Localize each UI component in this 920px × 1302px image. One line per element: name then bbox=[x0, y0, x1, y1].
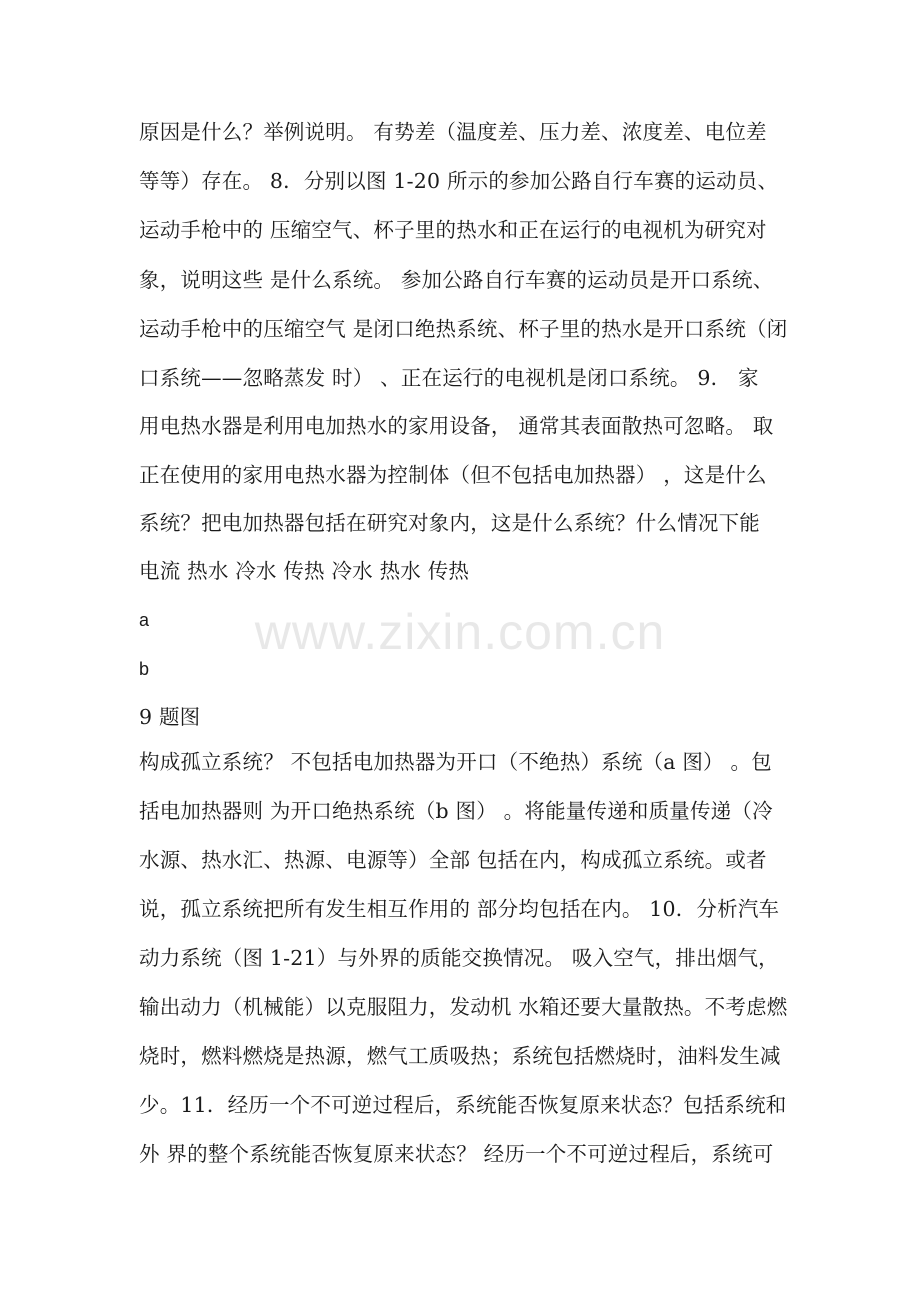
text-line-15: 输出动力（机械能）以克服阻力，发动机 水箱还要大量散热。不考虑燃 bbox=[139, 995, 788, 1019]
figure-caption: 9 题图 bbox=[139, 705, 201, 729]
text-line-12: 水源、热水汇、热源、电源等）全部 包括在内，构成孤立系统。或者 bbox=[139, 848, 767, 872]
text-line-7: 用电热水器是利用电加热水的家用设备， 通常其表面散热可忽略。 取 bbox=[139, 414, 774, 438]
figure-labels: 电流 热水 冷水 传热 冷水 热水 传热 bbox=[139, 559, 470, 583]
text-line-5: 运动手枪中的压缩空气 是闭口绝热系统、杯子里的热水是开口系统（闭 bbox=[139, 317, 788, 341]
text-line-2: 等等）存在。 8．分别以图 1-20 所示的参加公路自行车赛的运动员、 bbox=[139, 169, 779, 193]
text-line-17: 少。11．经历一个不可逆过程后，系统能否恢复原来状态？包括系统和 bbox=[139, 1093, 787, 1117]
text-line-11: 括电加热器则 为开口绝热系统（b 图） 。将能量传递和质量传递（冷 bbox=[139, 799, 773, 823]
text-line-9: 系统？把电加热器包括在研究对象内，这是什么系统？什么情况下能 bbox=[139, 511, 760, 535]
text-line-3: 运动手枪中的 压缩空气、杯子里的热水和正在运行的电视机为研究对 bbox=[139, 218, 767, 242]
text-line-14: 动力系统（图 1-21）与外界的质能交换情况。 吸入空气，排出烟气， bbox=[139, 946, 779, 970]
text-line-13: 说，孤立系统把所有发生相互作用的 部分均包括在内。 10．分析汽车 bbox=[139, 897, 780, 921]
text-line-6: 口系统——忽略蒸发 时） 、正在运行的电视机是闭口系统。 9． 家 bbox=[139, 366, 759, 390]
text-line-1: 原因是什么？举例说明。 有势差（温度差、压力差、浓度差、电位差 bbox=[139, 120, 767, 144]
text-line-18: 外 界的整个系统能否恢复原来状态？ 经历一个不可逆过程后，系统可 bbox=[139, 1142, 774, 1166]
watermark: www.zixin.com.cn bbox=[254, 604, 666, 660]
text-line-16: 烧时，燃料燃烧是热源，燃气工质吸热；系统包括燃烧时，油料发生减 bbox=[139, 1044, 781, 1068]
text-line-4: 象，说明这些 是什么系统。 参加公路自行车赛的运动员是开口系统、 bbox=[139, 268, 774, 292]
figure-label-b: b bbox=[139, 659, 150, 679]
figure-label-a: a bbox=[139, 610, 150, 630]
text-line-8: 正在使用的家用电热水器为控制体（但不包括电加热器） ，这是什么 bbox=[139, 463, 767, 487]
text-line-10: 构成孤立系统？ 不包括电加热器为开口（不绝热）系统（a 图） 。包 bbox=[139, 750, 772, 774]
